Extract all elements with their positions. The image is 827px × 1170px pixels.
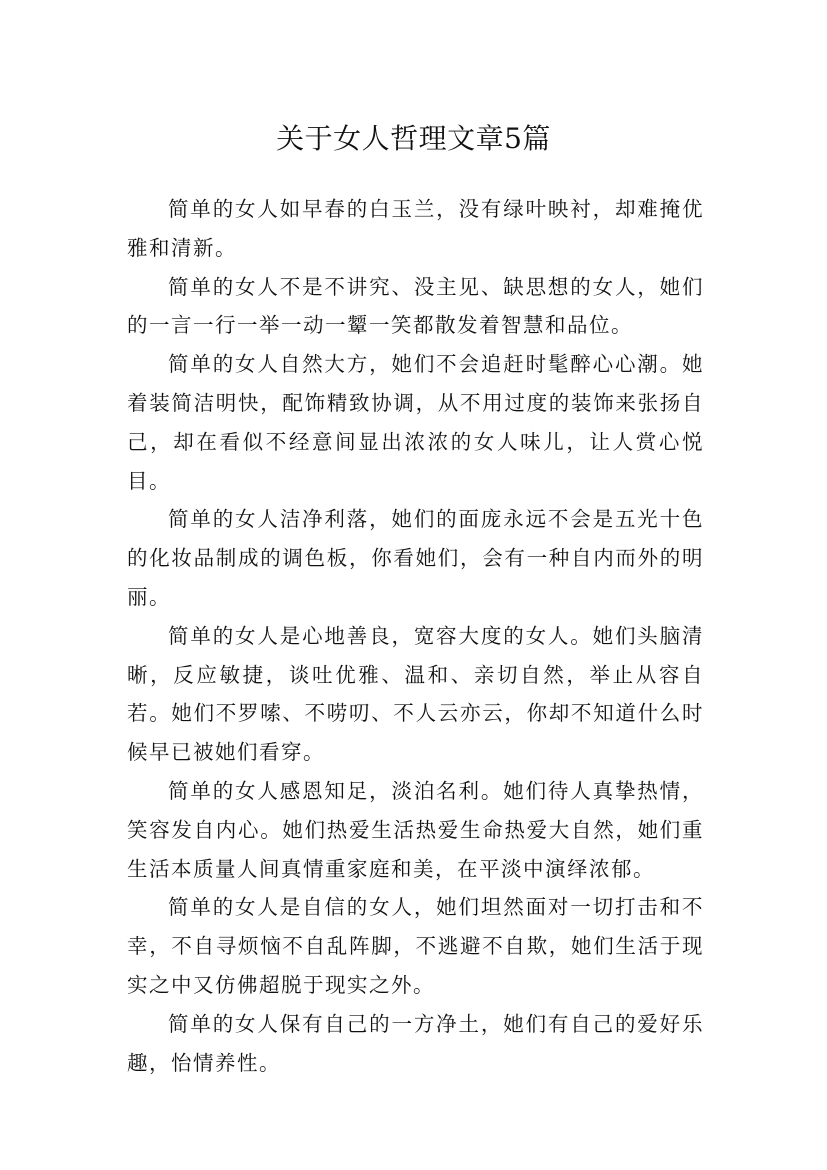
paragraph-8: 简单的女人保有自己的一方净土，她们有自己的爱好乐趣，怡情养性。 <box>127 1011 704 1075</box>
paragraph-3: 简单的女人自然大方，她们不会追赶时髦醉心心潮。她着装简洁明快，配饰精致协调，从不用过度的装饰来张扬自己，却在看似不经意间显出浓浓的女人味儿，让人赏心悦目。 <box>127 352 704 493</box>
document-title: 关于女人哲理文章5篇 <box>276 121 551 155</box>
paragraph-1: 简单的女人如早春的白玉兰，没有绿叶映衬，却难掩优雅和清新。 <box>127 197 704 260</box>
paragraph-7: 简单的女人是自信的女人，她们坦然面对一切打击和不幸，不自寻烦恼不自乱阵脚，不逃避不自欺，她们生活于现实之中又仿佛超脱于现实之外。 <box>127 895 704 997</box>
paragraph-6: 简单的女人感恩知足，淡泊名利。她们待人真挚热情，笑容发自内心。她们热爱生活热爱生命热爱大自然，她们重生活本质量人间真情重家庭和美，在平淡中演绎浓郁。 <box>127 778 704 881</box>
paragraph-4: 简单的女人洁净利落，她们的面庞永远不会是五光十色的化妆品制成的调色板，你看她们，会有一种自内而外的明丽。 <box>127 507 704 609</box>
paragraph-5: 简单的女人是心地善良，宽容大度的女人。她们头脑清晰，反应敏捷，谈吐优雅、温和、亲切自然，举止从容自若。她们不罗嗦、不唠叨、不人云亦云，你却不知道什么时候早已被她们看穿。 <box>127 623 704 765</box>
document-body <box>127 190 704 1082</box>
paragraph-2: 简单的女人不是不讲究、没主见、缺思想的女人，她们的一言一行一举一动一颦一笑都散发着智慧和品位。 <box>127 274 704 338</box>
